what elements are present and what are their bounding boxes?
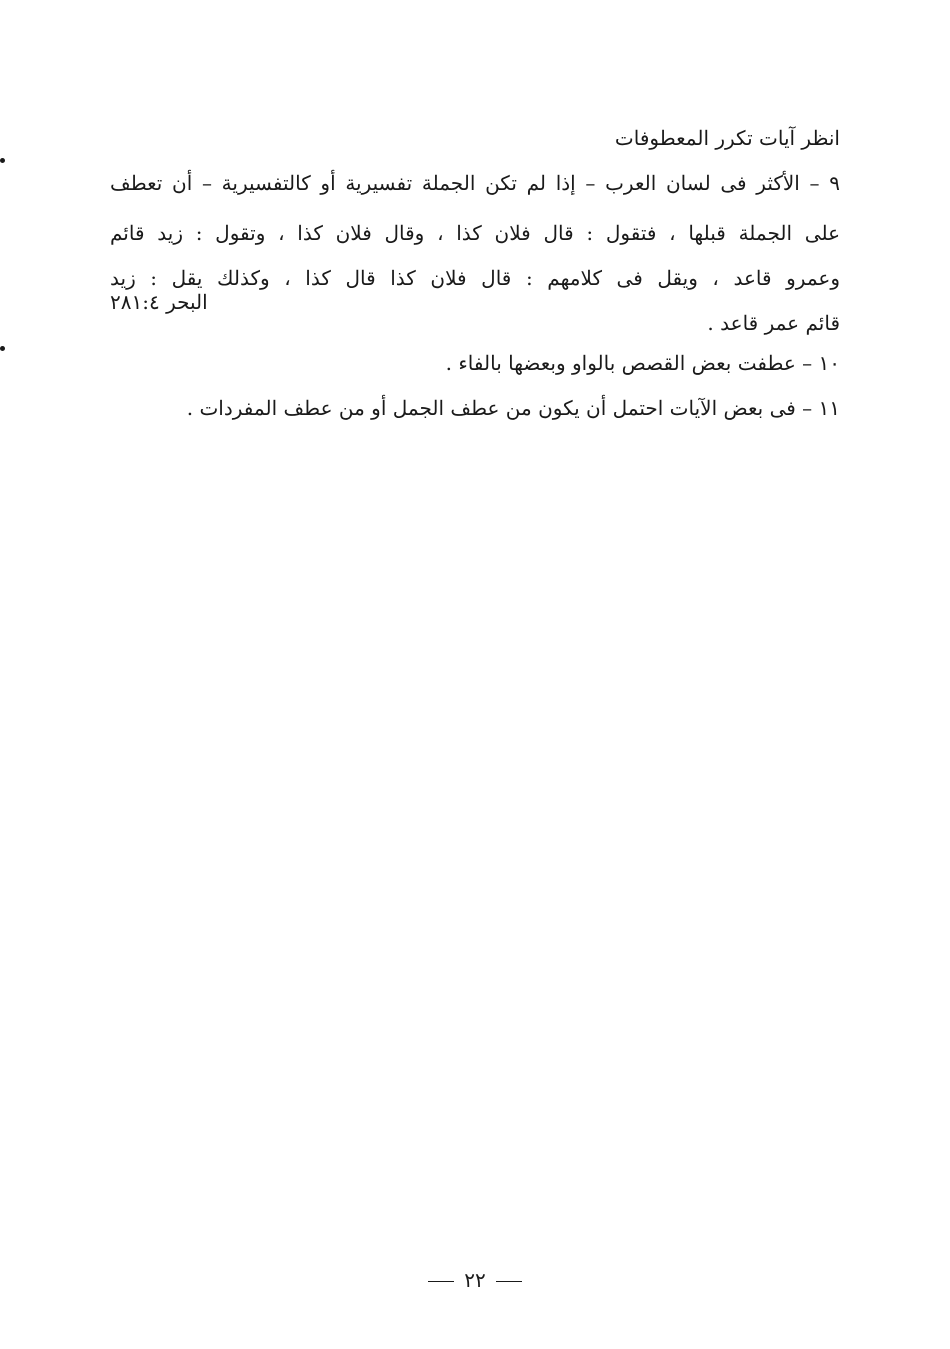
dash-left <box>496 1281 522 1282</box>
page-number <box>0 1268 950 1292</box>
item-9-line-3: وعمرو قاعد ، ويقل فى كلامهم : قال فلان كذا قال كذا ، وكذلك يقل : زيد <box>110 266 840 290</box>
page-number-value: ٢٢ <box>464 1268 486 1292</box>
item-10: ١٠ – عطفت بعض القصص بالواو وبعضها بالفاء . <box>445 351 840 375</box>
margin-mark <box>0 158 5 163</box>
item-9-line-1: ٩ – الأكثر فى لسان العرب – إذا لم تكن الجملة تفسيرية أو كالتفسيرية – أن تعطف <box>110 171 840 195</box>
margin-mark <box>0 346 5 351</box>
item-11: ١١ – فى بعض الآيات احتمل أن يكون من عطف الجمل أو من عطف المفردات . <box>186 396 840 420</box>
item-9-line-2: على الجملة قبلها ، فتقول : قال فلان كذا ، وقال فلان كذا ، وتقول : زيد قائم <box>110 221 841 245</box>
item-9-line-4: قائم عمر قاعد . <box>707 311 840 335</box>
dash-right <box>428 1281 454 1282</box>
cross-reference-line: انظر آيات تكرر المعطوفات <box>614 126 840 150</box>
reference-note: البحر ٢٨١:٤ <box>110 290 208 314</box>
